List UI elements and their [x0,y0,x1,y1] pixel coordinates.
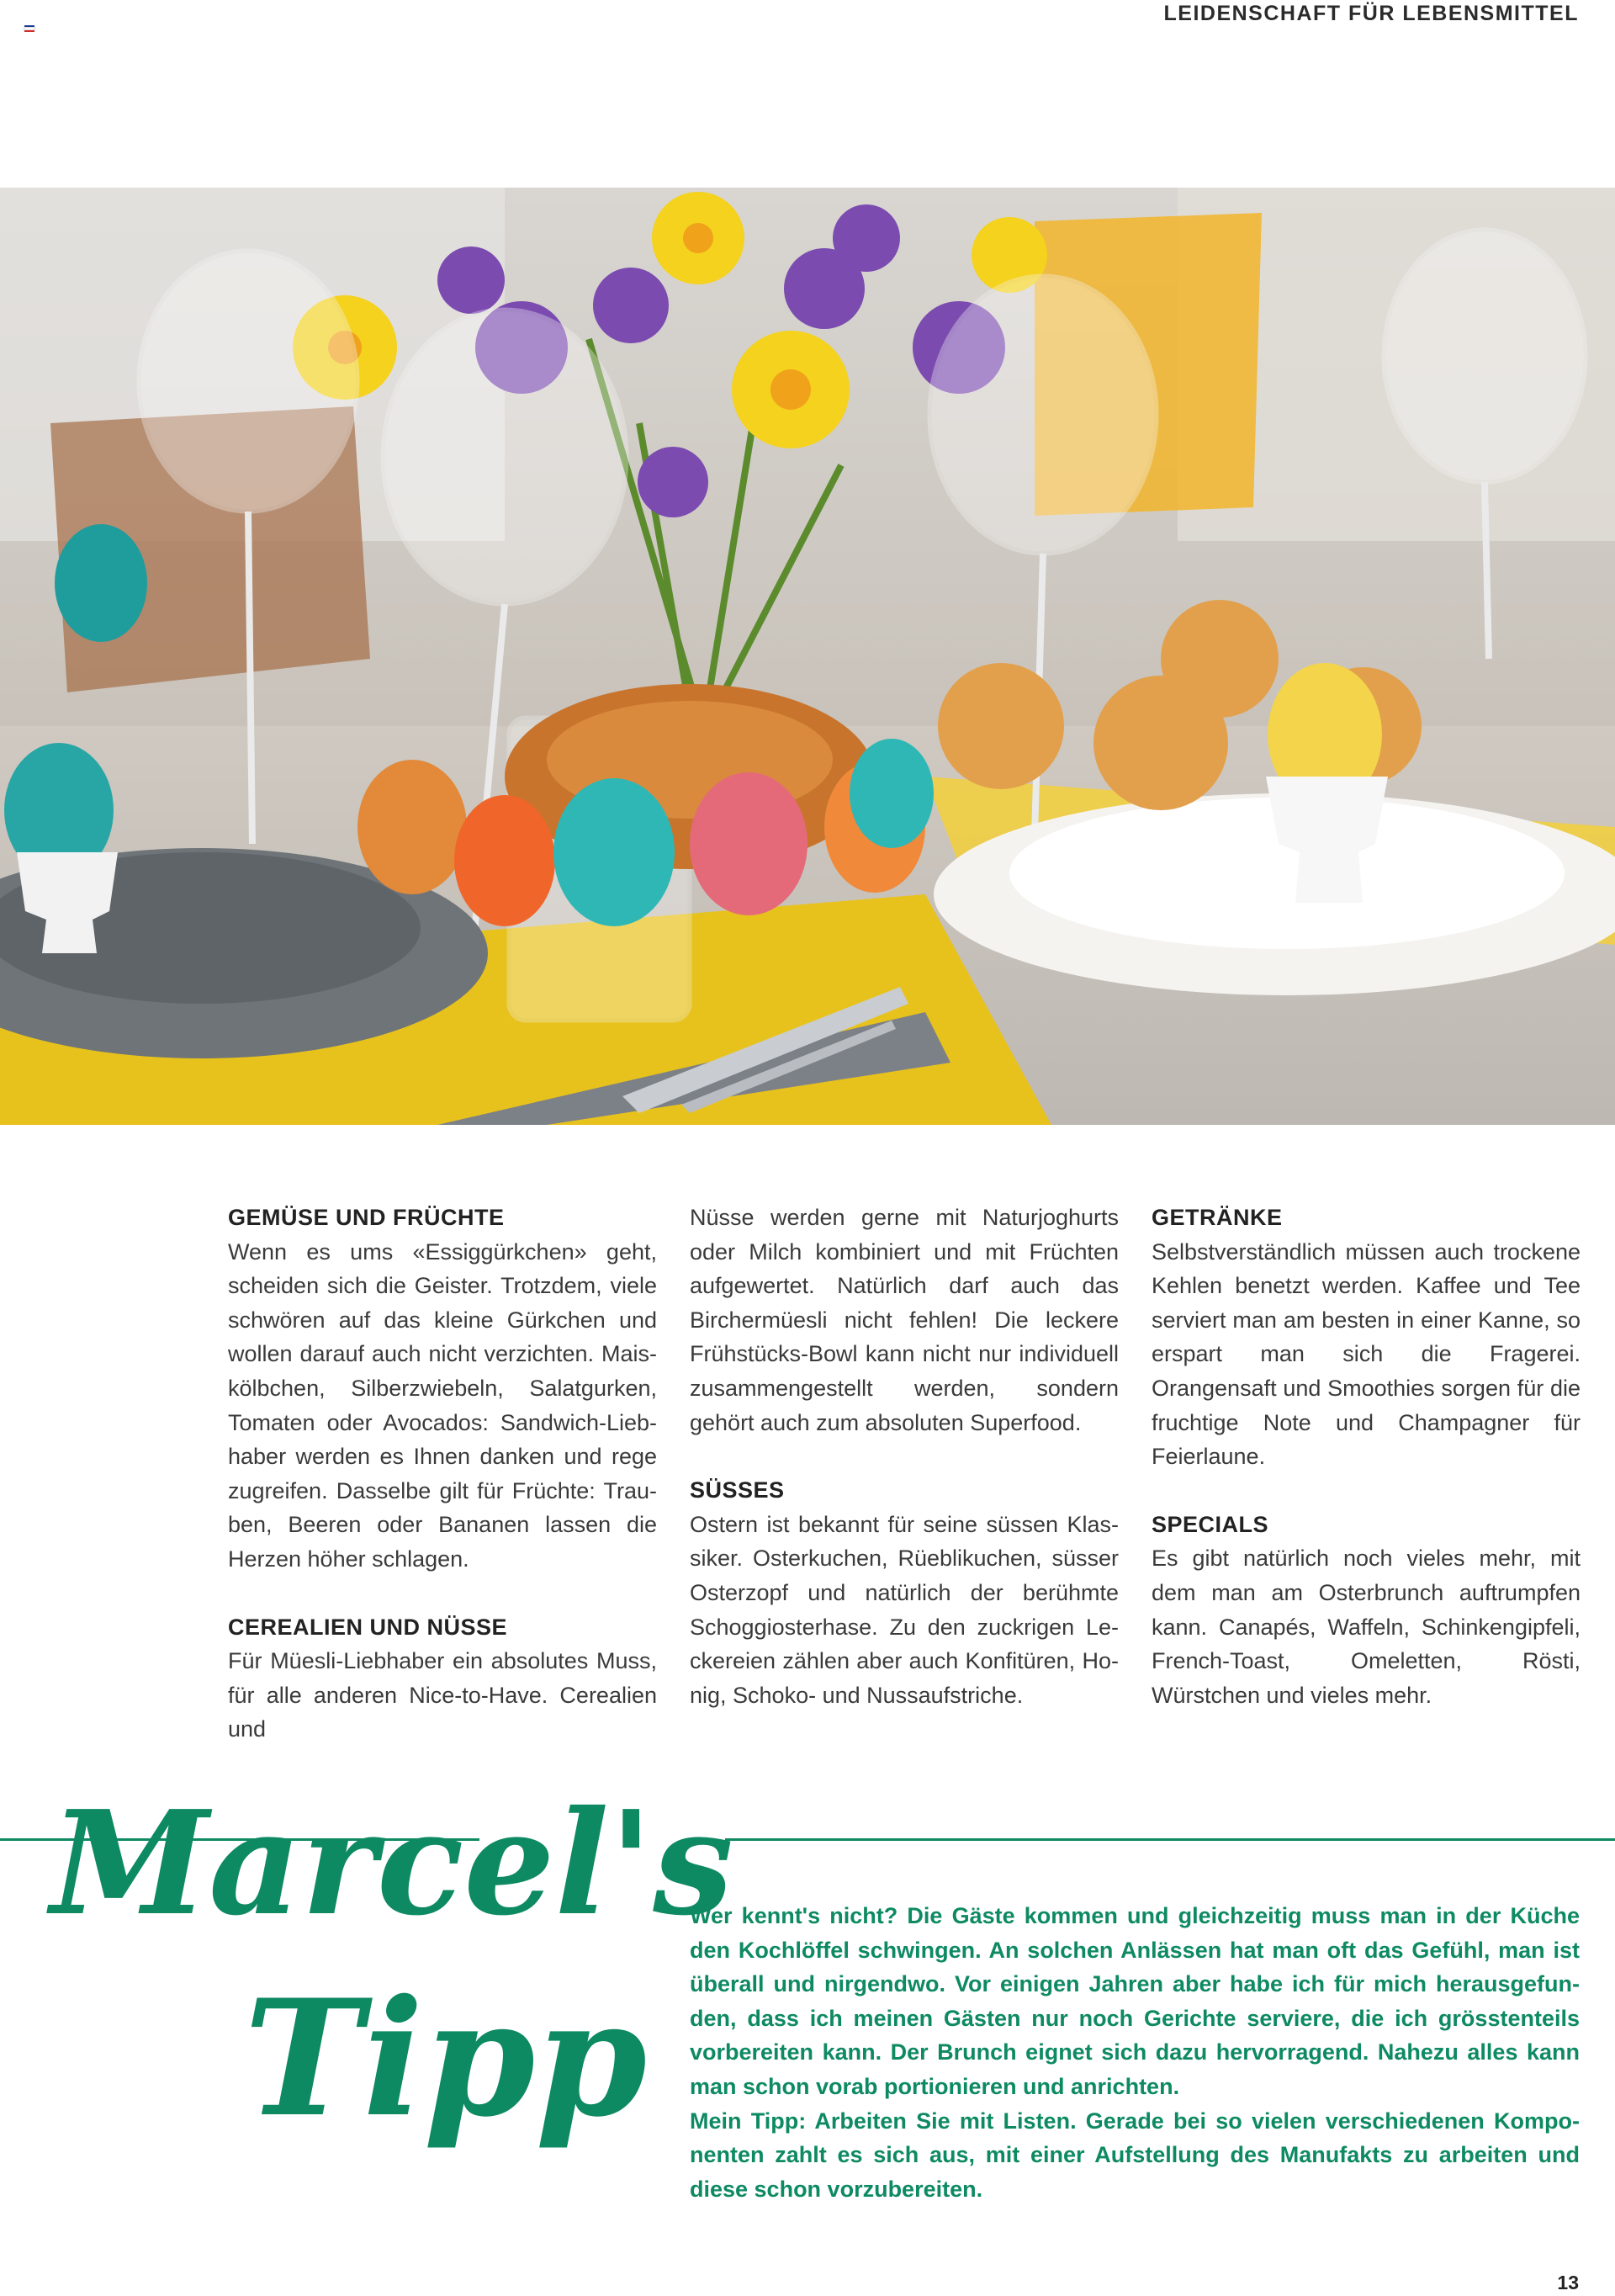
tip-script-marcels: Marcel's [50,1779,733,1948]
page-number: 13 [1557,2272,1579,2293]
heading-suesses: SÜSSES [690,1477,785,1503]
column-2 [690,1201,1119,1712]
text-suesses: Ostern ist bekannt für seine süssen Klassiker. Osterkuchen, Rüeblikuchen, süsser Osterzopf und natürlich der berühmte Schoggiosterhase. Zu den zuckrigen Leckereien zählen aber auch Konfitüren, Honig, Schoko- und Nussaufstriche. [690,1511,1119,1708]
header-title: LEIDENSCHAFT FÜR LEBENSMITTEL [1163,2,1579,25]
heading-specials: SPECIALS [1152,1511,1269,1537]
heading-cerealien: CEREALIEN UND NÜSSE [228,1614,508,1640]
flag-icon [24,25,34,32]
hero-photo [0,188,1615,1125]
text-specials: Es gibt natürlich noch vieles mehr, mit dem man am Osterbrunch auftrumpfen kann. Canapés, Waffeln, Schinkengipfeli, French-Toast, Omeletten, Rösti, Würstchen und vieles mehr. [1152,1546,1581,1708]
text-cerealien-cont: Nüsse werden gerne mit Naturjoghurts oder Milch kombiniert und mit Früchten aufgewertet. Natürlich darf auch das Birchermüesli nicht fehlen! Die leckere Frühstücks-Bowl kann nicht nur individuell zusammengestellt werden, sondern gehört auch zum absoluten Superfood. [690,1205,1119,1435]
text-cerealien: Für Müesli-Liebhaber ein absolutes Muss, für alle anderen Nice-to-Have. Cerealien und [228,1648,657,1742]
text-getraenke: Selbstverständlich müssen auch trockene Kehlen benetzt werden. Kaffee und Tee serviert man am besten in einer Kanne, so erspart man sich die Fragerei. Orangensaft und Smoothies sorgen für die fruchtige Note und Champagner für Feierlaune. [1152,1238,1581,1470]
heading-getraenke: GETRÄNKE [1152,1205,1283,1230]
tip-script-title [50,1779,733,2175]
tip-script-tipp: Tipp [244,1965,648,2152]
tip-rule-right [725,1838,1615,1841]
tip-body [690,1899,1580,2206]
tip-paragraph-2: Mein Tipp: Arbeiten Sie mit Listen. Gerade bei so vielen verschiedenen Komponenten zahlt es sich aus, mit einer Aufstellung des Manufakts zu arbeiten und diese schon vorzubereiten. [690,2108,1580,2202]
column-1 [228,1201,657,1747]
column-3 [1152,1201,1581,1712]
text-gemuese: Wenn es ums «Essiggürkchen» geht, scheiden sich die Geister. Trotzdem, viele schwören auf das kleine Gürkchen und wollen darauf auch nicht verzichten. Maiskölbchen, Silberzwiebeln, Salatgurken, Tomaten oder Avocados: Sandwich-Liebhaber werden es Ihnen danken und rege zugreifen. Dasselbe gilt für Früchte: Trauben, Beeren oder Bananen lassen die Herzen höher schlagen. [228,1238,657,1572]
tip-paragraph-1: Wer kennt's nicht? Die Gäste kommen und gleichzeitig muss man in der Küche den Kochlöffel schwingen. An solchen Anlässen hat man oft das Gefühl, man ist überall und nirgendwo. Vor einigen Jahren aber habe ich für mich herausgefunden, dass ich meinen Gästen nur noch Gerichte serviere, die ich grösstenteils vorbereiten kann. Der Brunch eignet sich dazu hervorragend. Nahezu alles kann man schon vorab portionieren und anrichten. [690,1903,1580,2099]
heading-gemuese: GEMÜSE UND FRÜCHTE [228,1205,505,1230]
